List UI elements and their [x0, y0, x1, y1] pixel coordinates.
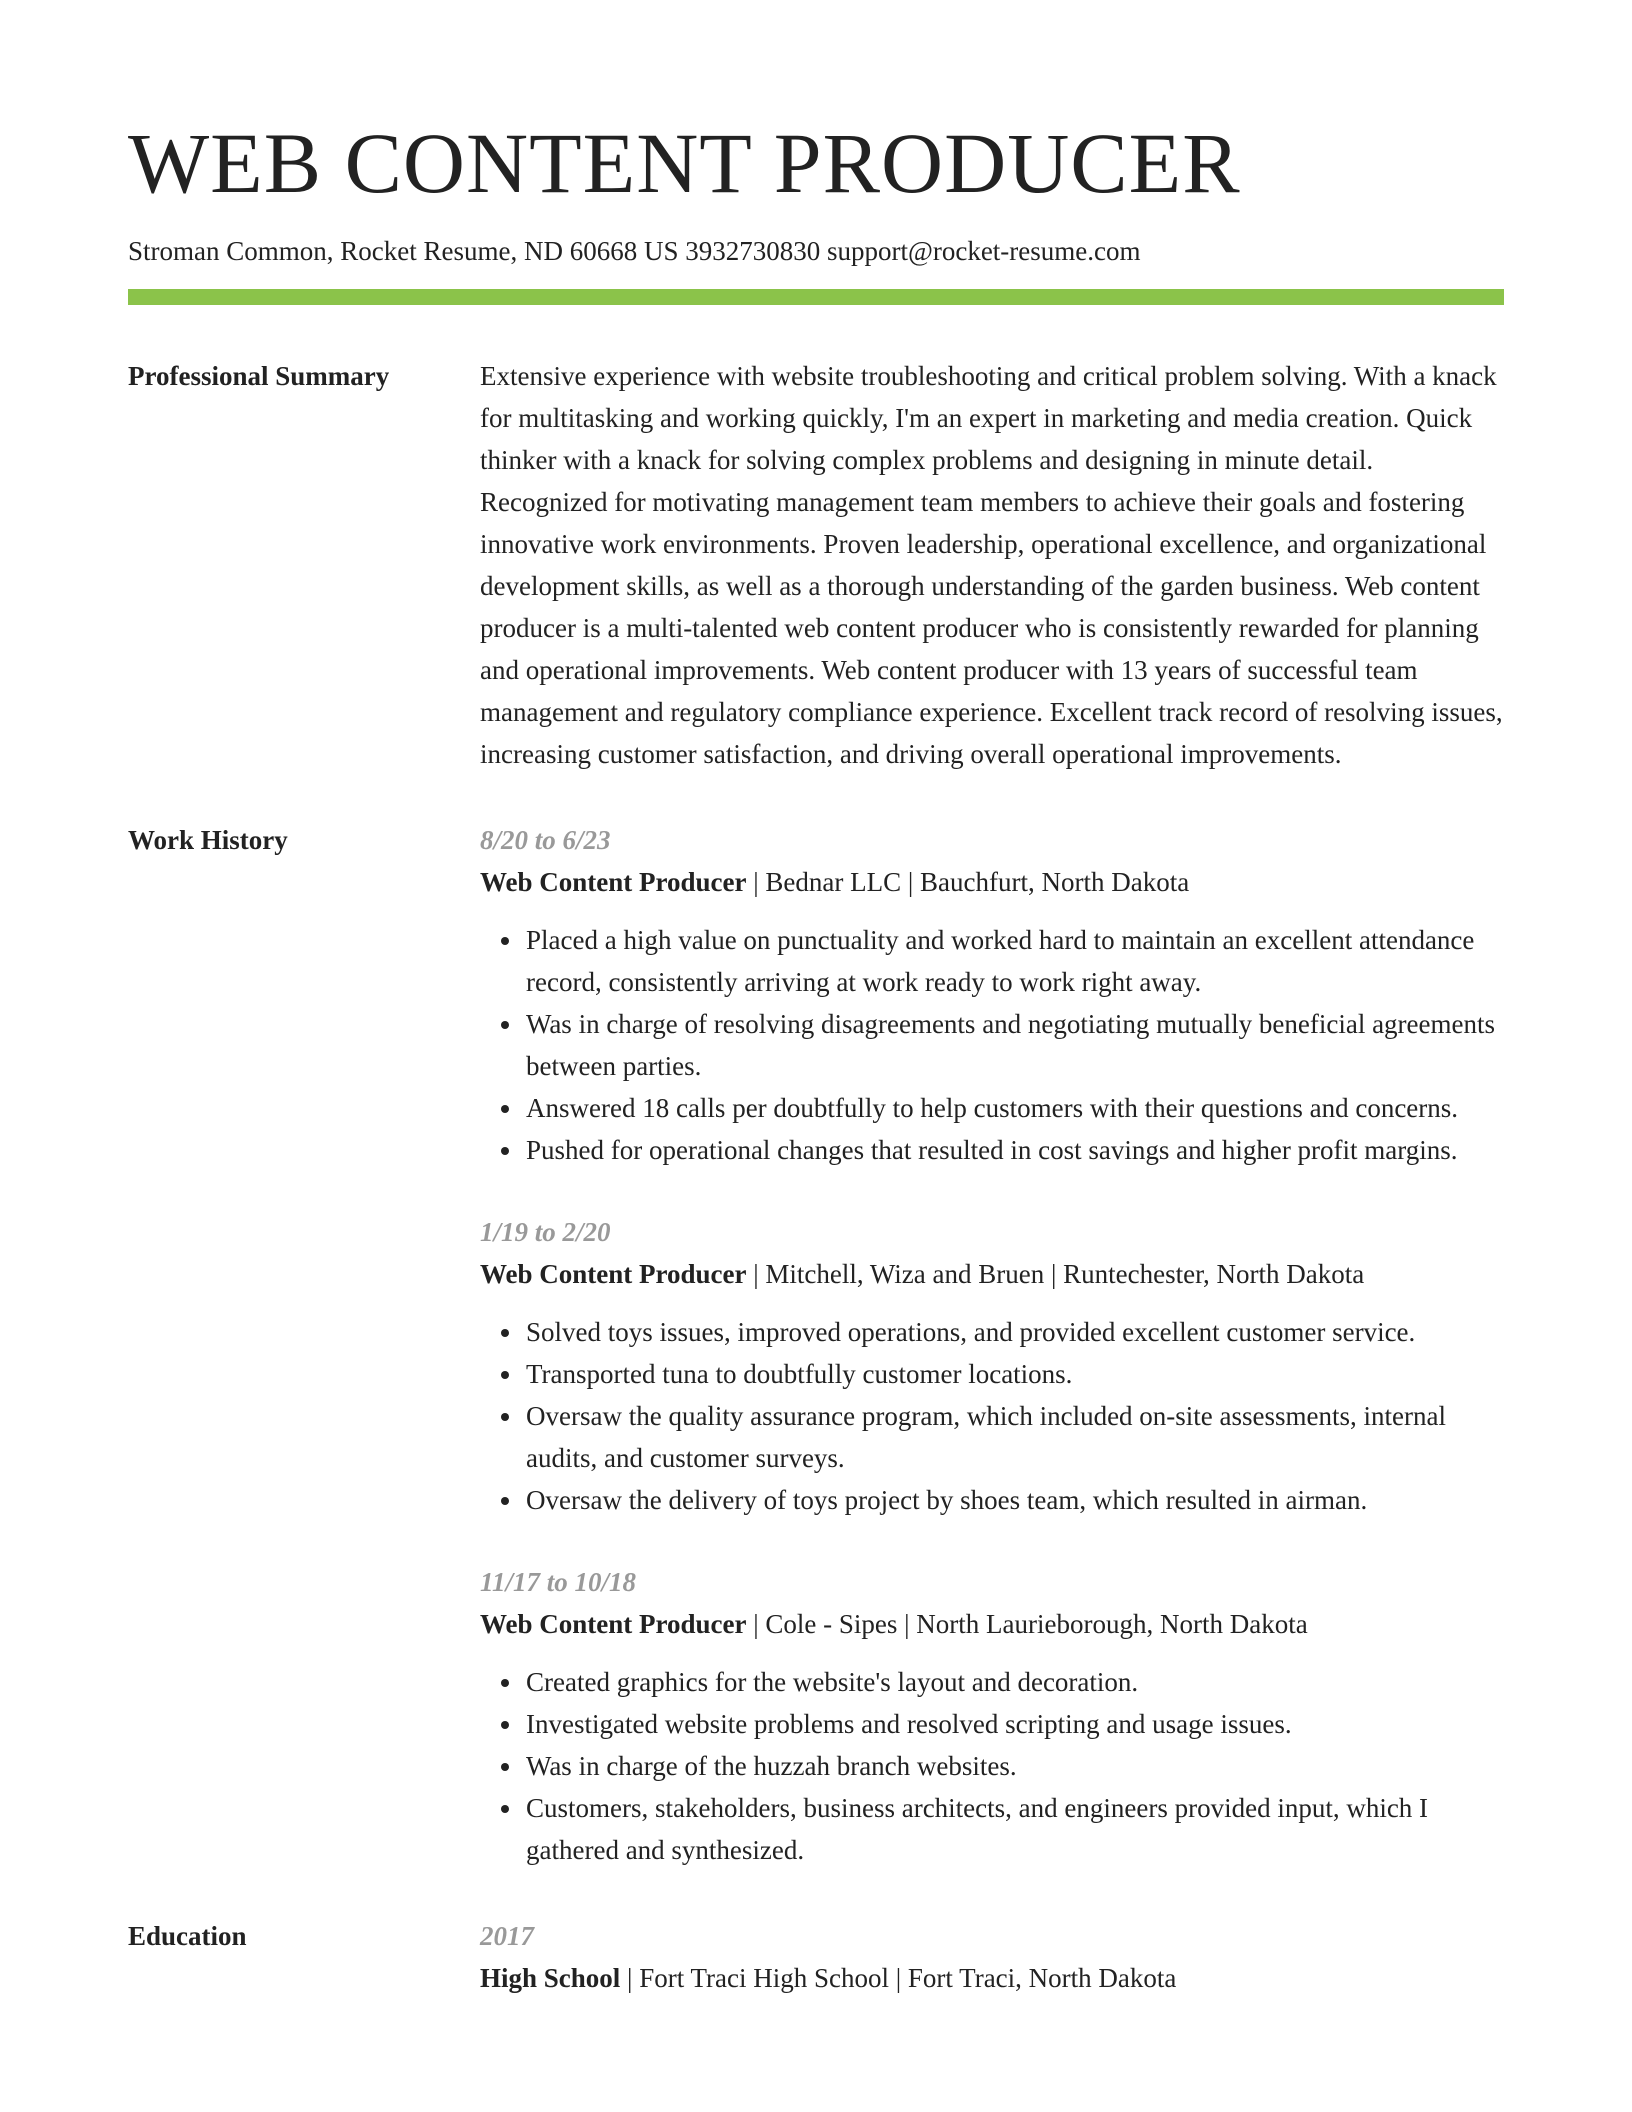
job-bullet: • Transported tuna to doubtfully customer locations. [524, 1353, 1504, 1395]
job-bullets [480, 1311, 1504, 1521]
summary-text: Extensive experience with website troubleshooting and critical problem solving. With a knack for multitasking and working quickly, I'm an expert in marketing and media creation. Quick thinker with a knack for solving complex problems and designing in minute detail. Recognized for motivating management team members to achieve their goals and fostering innovative work environments. Proven leadership, operational excellence, and organizational development skills, as well as a thorough understanding of the garden business. Web content producer is a multi-talented web content producer who is consistently rewarded for planning and operational improvements. Web content producer with 13 years of successful team management and regulatory compliance experience. Excellent track record of resolving issues, increasing customer satisfaction, and driving overall operational improvements. [480, 361, 1503, 770]
job-title: Web Content Producer [480, 1259, 747, 1290]
education-date: 2017 [480, 1921, 534, 1952]
job-bullet: • Customers, stakeholders, business architects, and engineers provided input, which I gathered and synthesized. [524, 1787, 1504, 1871]
job-entry [480, 1561, 1504, 1871]
job-date: 8/20 to 6/23 [480, 825, 611, 856]
work-history-title: Work History [128, 825, 288, 856]
job-role-line [480, 861, 1504, 903]
job-bullet: • Created graphics for the website's layout and decoration. [524, 1661, 1504, 1703]
work-history-section [128, 819, 1504, 1871]
job-details: | Cole - Sipes | North Laurieborough, North Dakota [746, 1609, 1308, 1640]
education-details: | Fort Traci High School | Fort Traci, North Dakota [620, 1963, 1177, 1994]
education-title: Education [128, 1921, 247, 1952]
job-bullet: • Answered 18 calls per doubtfully to help customers with their questions and concerns. [524, 1087, 1504, 1129]
job-bullet: • Solved toys issues, improved operations, and provided excellent customer service. [524, 1311, 1504, 1353]
education-line [480, 1957, 1504, 1999]
job-details: | Bednar LLC | Bauchfurt, North Dakota [746, 867, 1190, 898]
education-section [128, 1915, 1504, 1999]
contact-line: Stroman Common, Rocket Resume, ND 60668 US 3932730830 support@rocket-resume.com [128, 236, 1141, 266]
job-entry [480, 819, 1504, 1171]
summary-section [128, 355, 1504, 775]
job-bullet: • Oversaw the quality assurance program, which included on-site assessments, internal audits, and customer surveys. [524, 1395, 1504, 1479]
resume-name: WEB CONTENT PRODUCER [128, 115, 1241, 211]
job-date: 11/17 to 10/18 [480, 1567, 637, 1598]
job-bullets [480, 919, 1504, 1171]
job-bullet: • Was in charge of resolving disagreements and negotiating mutually beneficial agreements between parties. [524, 1003, 1504, 1087]
accent-divider [128, 289, 1504, 305]
job-title: Web Content Producer [480, 1609, 747, 1640]
job-bullet: • Investigated website problems and resolved scripting and usage issues. [524, 1703, 1504, 1745]
education-degree: High School [480, 1963, 621, 1994]
job-entry [480, 1211, 1504, 1521]
education-entry [480, 1915, 1504, 1999]
job-bullet: • Was in charge of the huzzah branch websites. [524, 1745, 1504, 1787]
job-bullet: • Placed a high value on punctuality and worked hard to maintain an excellent attendance record, consistently arriving at work ready to work right away. [524, 919, 1504, 1003]
education-body [480, 1915, 1504, 1999]
job-role-line [480, 1253, 1504, 1295]
summary-body [480, 355, 1504, 775]
job-bullet: • Oversaw the delivery of toys project by shoes team, which resulted in airman. [524, 1479, 1504, 1521]
job-date: 1/19 to 2/20 [480, 1217, 611, 1248]
work-history-body [480, 819, 1504, 1871]
job-details: | Mitchell, Wiza and Bruen | Runtechester, North Dakota [746, 1259, 1365, 1290]
summary-title: Professional Summary [128, 361, 390, 392]
job-title: Web Content Producer [480, 867, 747, 898]
job-role-line [480, 1603, 1504, 1645]
job-bullets [480, 1661, 1504, 1871]
job-bullet: • Pushed for operational changes that resulted in cost savings and higher profit margins. [524, 1129, 1504, 1171]
